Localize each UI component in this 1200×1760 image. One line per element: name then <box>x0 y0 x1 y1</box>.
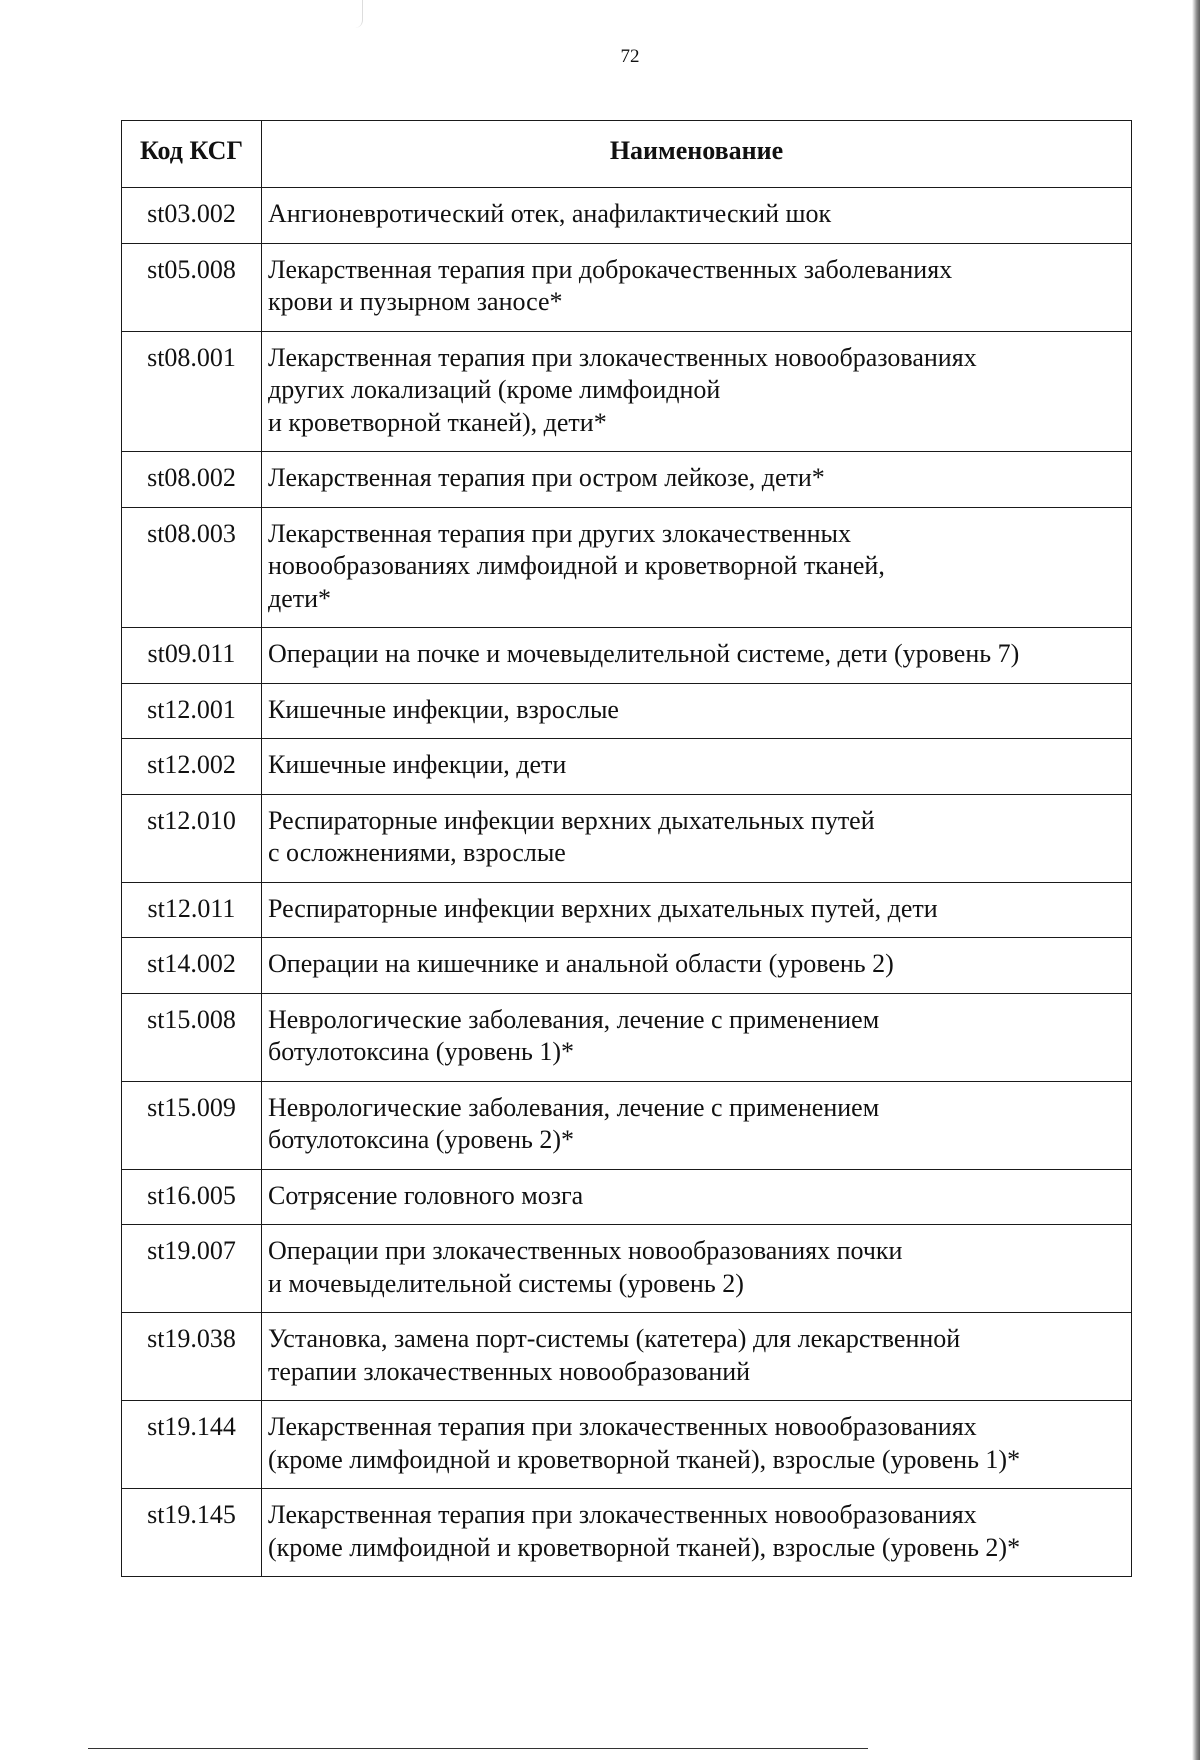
ksg-code-cell: st15.009 <box>122 1081 262 1169</box>
scan-edge-shadow <box>1192 0 1200 1760</box>
table-row <box>122 993 1132 1081</box>
ksg-name-cell: Неврологические заболевания, лечение с применением ботулотоксина (уровень 2)* <box>262 1081 1132 1169</box>
table-row <box>122 507 1132 628</box>
ksg-name-cell: Операции на почке и мочевыделительной системе, дети (уровень 7) <box>262 628 1132 684</box>
table-row <box>122 628 1132 684</box>
ksg-name-cell: Ангионевротический отек, анафилактический шок <box>262 188 1132 244</box>
ksg-code-cell: st15.008 <box>122 993 262 1081</box>
ksg-code-cell: st05.008 <box>122 243 262 331</box>
table-row <box>122 1081 1132 1169</box>
table-row <box>122 1489 1132 1577</box>
table-row <box>122 188 1132 244</box>
ksg-code-cell: st12.010 <box>122 794 262 882</box>
table-body <box>122 188 1132 1577</box>
ksg-name-cell: Операции на кишечнике и анальной области (уровень 2) <box>262 938 1132 994</box>
ksg-name-cell: Установка, замена порт-системы (катетера) для лекарственной терапии злокачественных новообразований <box>262 1313 1132 1401</box>
ksg-name-cell: Лекарственная терапия при злокачественных новообразованиях (кроме лимфоидной и кроветворной тканей), взрослые (уровень 1)* <box>262 1401 1132 1489</box>
table-row <box>122 794 1132 882</box>
table-row <box>122 1225 1132 1313</box>
ksg-code-cell: st03.002 <box>122 188 262 244</box>
ksg-code-cell: st19.007 <box>122 1225 262 1313</box>
ksg-name-cell: Лекарственная терапия при злокачественных новообразованиях других локализаций (кроме лимфоидной и кроветворной тканей), дети* <box>262 331 1132 452</box>
table-row <box>122 1169 1132 1225</box>
table-row <box>122 1401 1132 1489</box>
ksg-name-cell: Респираторные инфекции верхних дыхательных путей с осложнениями, взрослые <box>262 794 1132 882</box>
page-number: 72 <box>620 46 640 67</box>
ksg-code-cell: st16.005 <box>122 1169 262 1225</box>
ksg-code-cell: st19.038 <box>122 1313 262 1401</box>
ksg-name-cell: Кишечные инфекции, взрослые <box>262 683 1132 739</box>
ksg-table <box>121 120 1132 1577</box>
ksg-code-cell: st19.145 <box>122 1489 262 1577</box>
ksg-name-cell: Лекарственная терапия при доброкачественных заболеваниях крови и пузырном заносе* <box>262 243 1132 331</box>
ksg-code-cell: st08.003 <box>122 507 262 628</box>
ksg-code-cell: st08.002 <box>122 452 262 508</box>
ksg-code-cell: st19.144 <box>122 1401 262 1489</box>
ksg-code-cell: st12.002 <box>122 739 262 795</box>
table-row <box>122 882 1132 938</box>
ksg-code-cell: st08.001 <box>122 331 262 452</box>
ksg-name-cell: Лекарственная терапия при других злокачественных новообразованиях лимфоидной и кроветворной тканей, дети* <box>262 507 1132 628</box>
ksg-code-cell: st09.011 <box>122 628 262 684</box>
ksg-name-cell: Кишечные инфекции, дети <box>262 739 1132 795</box>
ksg-code-cell: st12.011 <box>122 882 262 938</box>
ksg-name-cell: Операции при злокачественных новообразованиях почки и мочевыделительной системы (уровень 2) <box>262 1225 1132 1313</box>
ksg-name-cell: Лекарственная терапия при злокачественных новообразованиях (кроме лимфоидной и кроветворной тканей), взрослые (уровень 2)* <box>262 1489 1132 1577</box>
table-header-row <box>122 121 1132 188</box>
ksg-code-cell: st12.001 <box>122 683 262 739</box>
table-row <box>122 683 1132 739</box>
table-row <box>122 739 1132 795</box>
ksg-name-cell: Респираторные инфекции верхних дыхательных путей, дети <box>262 882 1132 938</box>
ksg-name-cell: Сотрясение головного мозга <box>262 1169 1132 1225</box>
scan-artifact-mark <box>350 0 363 28</box>
table-row <box>122 452 1132 508</box>
header-name: Наименование <box>262 121 1132 188</box>
footer-rule <box>88 1748 868 1749</box>
table-row <box>122 331 1132 452</box>
ksg-name-cell: Неврологические заболевания, лечение с применением ботулотоксина (уровень 1)* <box>262 993 1132 1081</box>
ksg-name-cell: Лекарственная терапия при остром лейкозе, дети* <box>262 452 1132 508</box>
table-row <box>122 1313 1132 1401</box>
ksg-code-cell: st14.002 <box>122 938 262 994</box>
header-code: Код КСГ <box>122 121 262 188</box>
table-row <box>122 938 1132 994</box>
table-row <box>122 243 1132 331</box>
